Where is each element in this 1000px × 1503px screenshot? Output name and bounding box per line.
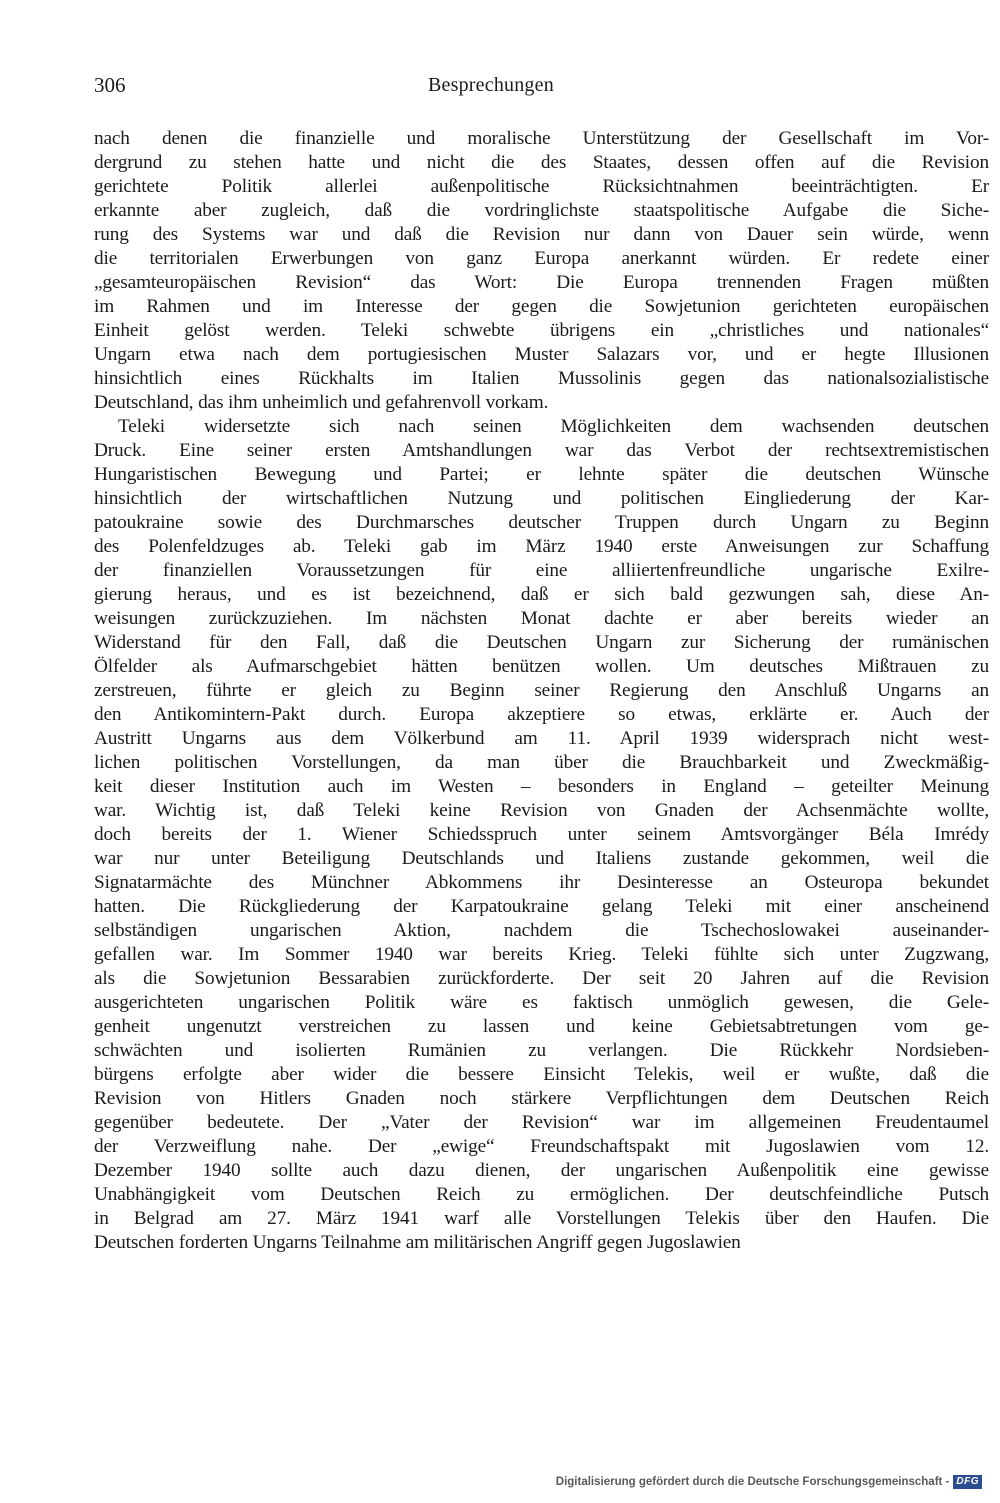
text-line: in Belgrad am 27. März 1941 warf alle Vorstellungen Telekis über den Haufen. Die (94, 1208, 989, 1229)
text-line: „gesamteuropäischen Revision“ das Wort: Die Europa trennenden Fragen müßten (94, 272, 989, 293)
text-line: die territorialen Erwerbungen von ganz Europa anerkannt würden. Er redete einer (94, 248, 989, 269)
text-line: Druck. Eine seiner ersten Amtshandlungen war das Verbot der rechtsextremistischen (94, 440, 989, 461)
text-line: genheit ungenutzt verstreichen zu lassen und keine Gebietsabtretungen vom ge- (94, 1016, 989, 1037)
text-line: gegenüber bedeutete. Der „Vater der Revision“ war im allgemeinen Freudentaumel (94, 1112, 989, 1133)
text-line: als die Sowjetunion Bessarabien zurückforderte. Der seit 20 Jahren auf die Revision (94, 968, 989, 989)
text-line: Hungaristischen Bewegung und Partei; er lehnte später die deutschen Wünsche (94, 464, 989, 485)
text-line: hatten. Die Rückgliederung der Karpatoukraine gelang Teleki mit einer anscheinend (94, 896, 989, 917)
credit-text: Digitalisierung gefördert durch die Deutsche Forschungsgemeinschaft - (555, 1476, 950, 1488)
text-line: lichen politischen Vorstellungen, da man über die Brauchbarkeit und Zweckmäßig- (94, 752, 989, 773)
text-line: patoukraine sowie des Durchmarsches deutscher Truppen durch Ungarn zu Beginn (94, 512, 989, 533)
text-line: den Antikomintern-Pakt durch. Europa akzeptiere so etwas, erklärte er. Auch der (94, 704, 989, 725)
text-line: ausgerichteten ungarischen Politik wäre es faktisch unmöglich gewesen, die Gele- (94, 992, 989, 1013)
text-line: weisungen zurückzuziehen. Im nächsten Monat dachte er aber bereits wieder an (94, 608, 989, 629)
text-line: hinsichtlich der wirtschaftlichen Nutzung und politischen Eingliederung der Kar- (94, 488, 989, 509)
text-line: Deutschen forderten Ungarns Teilnahme am militärischen Angriff gegen Jugoslawien (94, 1232, 741, 1253)
text-line: Einheit gelöst werden. Teleki schwebte übrigens ein „christliches und nationales“ (94, 320, 989, 341)
text-line: der finanziellen Voraussetzungen für eine alliiertenfreundliche ungarische Exilre- (94, 560, 989, 581)
paragraph (94, 415, 989, 1255)
text-line: gefallen war. Im Sommer 1940 war bereits Krieg. Teleki fühlte sich unter Zugzwang, (94, 944, 989, 965)
digitization-credit (556, 1475, 982, 1489)
text-line: Deutschland, das ihm unheimlich und gefahrenvoll vorkam. (94, 392, 549, 413)
text-line: Austritt Ungarns aus dem Völkerbund am 11. April 1939 widersprach nicht west- (94, 728, 989, 749)
text-line: selbständigen ungarischen Aktion, nachdem die Tschechoslowakei auseinander- (94, 920, 989, 941)
text-line: rung des Systems war und daß die Revision nur dann von Dauer sein würde, wenn (94, 224, 989, 245)
text-line: Dezember 1940 sollte auch dazu dienen, der ungarischen Außenpolitik eine gewisse (94, 1160, 989, 1181)
text-line: des Polenfeldzuges ab. Teleki gab im März 1940 erste Anweisungen zur Schaffung (94, 536, 989, 557)
text-line: schwächten und isolierten Rumänien zu verlangen. Die Rückkehr Nordsieben- (94, 1040, 989, 1061)
text-line: doch bereits der 1. Wiener Schiedsspruch unter seinem Amtsvorgänger Béla Imrédy (94, 824, 989, 845)
body-text (94, 127, 989, 1255)
text-line: keit dieser Institution auch im Westen – besonders in England – geteilter Meinung (94, 776, 989, 797)
text-line: zerstreuen, führte er gleich zu Beginn seiner Regierung den Anschluß Ungarns an (94, 680, 989, 701)
text-line: gierung heraus, und es ist bezeichnend, daß er sich bald gezwungen sah, diese An- (94, 584, 989, 605)
text-line: war. Wichtig ist, daß Teleki keine Revision von Gnaden der Achsenmächte wollte, (94, 800, 989, 821)
text-line: Widerstand für den Fall, daß die Deutschen Ungarn zur Sicherung der rumänischen (94, 632, 989, 653)
running-head-title: Besprechungen (428, 74, 554, 96)
text-line: Signatarmächte des Münchner Abkommens ihr Desinteresse an Osteuropa bekundet (94, 872, 989, 893)
text-line: bürgens erfolgte aber wider die bessere Einsicht Telekis, weil er wußte, daß die (94, 1064, 989, 1085)
text-line: Unabhängigkeit vom Deutschen Reich zu ermöglichen. Der deutschfeindliche Putsch (94, 1184, 989, 1205)
text-line: der Verzweiflung nahe. Der „ewige“ Freundschaftspakt mit Jugoslawien vom 12. (94, 1136, 989, 1157)
text-line: im Rahmen und im Interesse der gegen die Sowjetunion gerichteten europäischen (94, 296, 989, 317)
text-line: gerichtete Politik allerlei außenpolitische Rücksichtnahmen beeinträchtigten. Er (94, 176, 989, 197)
text-line: erkannte aber zugleich, daß die vordringlichste staatspolitische Aufgabe die Siche- (94, 200, 989, 221)
text-line: Teleki widersetzte sich nach seinen Möglichkeiten dem wachsenden deutschen (118, 416, 989, 437)
text-line: war nur unter Beteiligung Deutschlands und Italiens zustande gekommen, weil die (94, 848, 989, 869)
text-line: Ungarn etwa nach dem portugiesischen Muster Salazars vor, und er hegte Illusionen (94, 344, 989, 365)
paragraph (94, 127, 989, 415)
page-number: 306 (94, 73, 126, 97)
text-line: hinsichtlich eines Rückhalts im Italien Mussolinis gegen das nationalsozialistische (94, 368, 989, 389)
text-line: Ölfelder als Aufmarschgebiet hätten benützen wollen. Um deutsches Mißtrauen zu (94, 656, 989, 677)
dfg-logo: DFG (953, 1475, 982, 1489)
text-line: dergrund zu stehen hatte und nicht die des Staates, dessen offen auf die Revision (94, 152, 989, 173)
text-line: nach denen die finanzielle und moralische Unterstützung der Gesellschaft im Vor- (94, 128, 989, 149)
text-line: Revision von Hitlers Gnaden noch stärkere Verpflichtungen dem Deutschen Reich (94, 1088, 989, 1109)
